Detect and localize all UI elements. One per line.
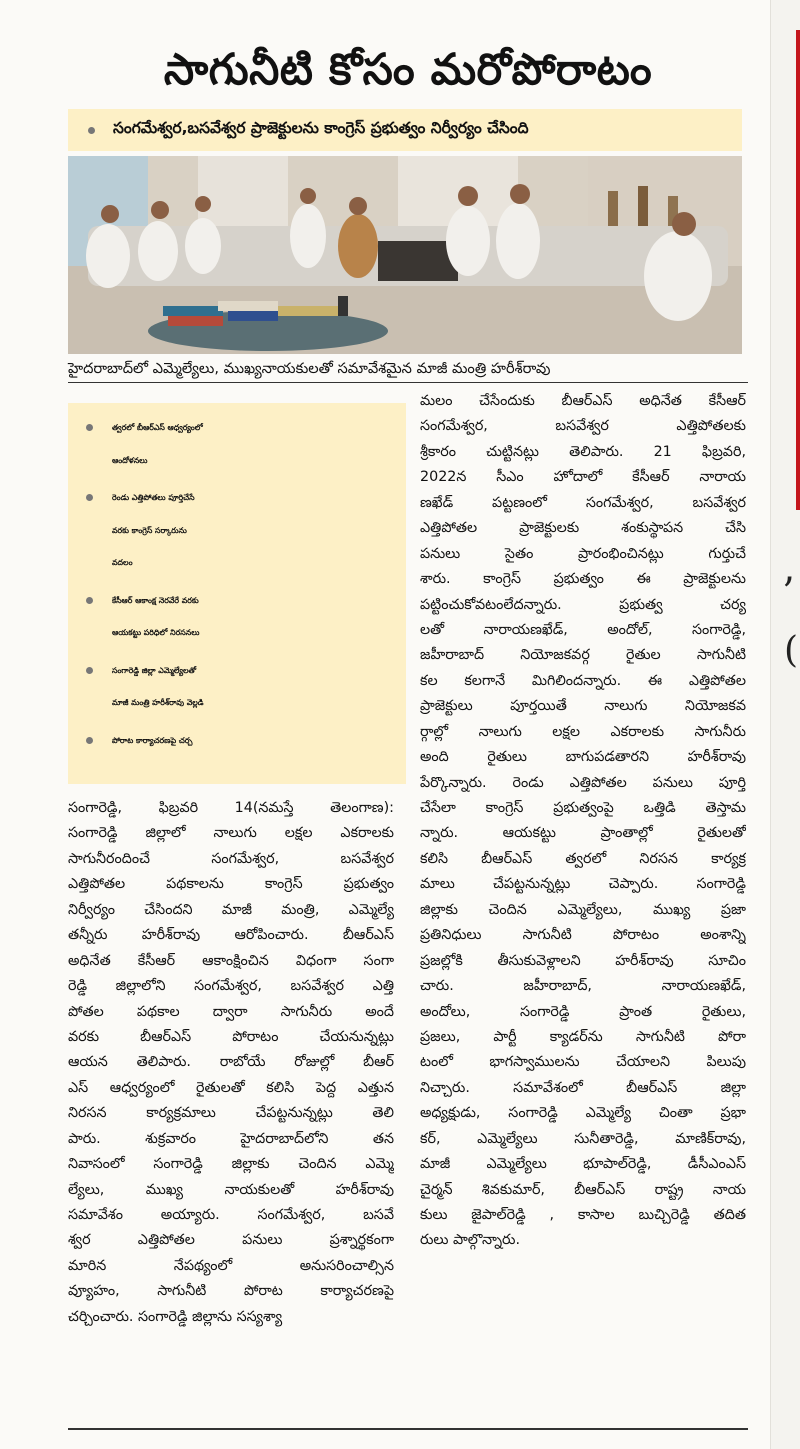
body-text-line: జిల్లాకు చెందిన ఎమ్మెల్యేలు, ముఖ్య ప్రజా (420, 901, 746, 918)
highlight-line: వరకు కాంగ్రెస్ సర్కారును (112, 525, 187, 535)
highlight-line: త్వరలో బీఆర్ఎస్ ఆధ్వర్యంలో (112, 423, 203, 432)
highlight-line: మాజీ మంత్రి హరీశ్‌రావు వెల్లడి (112, 698, 204, 707)
body-text-line: రులు పాల్గొన్నారు. (420, 1232, 521, 1249)
adjacent-text-fragment: ’ (782, 570, 795, 616)
meeting-photo-illustration (68, 156, 742, 354)
body-text-line: ణఖేడ్ పట్టణంలో సంగమేశ్వర, బసవేశ్వర (420, 494, 746, 511)
bottom-rule (68, 1428, 748, 1430)
body-text-line: మాలు చేపట్టనున్నట్లు చెప్పారు. సంగారెడ్డి (420, 876, 746, 893)
subheadline-bar (68, 109, 742, 151)
body-text-line: చారు. జహీరాబాద్, నారాయణఖేడ్, (420, 978, 746, 995)
body-text-line: సంగారెడ్డి జిల్లాలో నాలుగు లక్షల ఎకరాలకు (68, 825, 394, 842)
body-text-line: జహీరాబాద్ నియోజకవర్గ రైతుల సాగునీటి (420, 647, 746, 664)
subheadline: సంగమేశ్వర,బసవేశ్వర ప్రాజెక్టులను కాంగ్రెస్ ప్రభుత్వం నిర్వీర్యం చేసింది (113, 119, 529, 137)
highlight-line: రెండు ఎత్తిపోతలు పూర్తిచేసే (112, 493, 195, 502)
body-text-line: పోతల పథకాల ద్వారా సాగునీరు అందే (68, 1003, 394, 1020)
body-text-line: సంగారెడ్డి, ఫిబ్రవరి 14(నమస్తే తెలంగాణ): (68, 800, 394, 816)
body-text-line: శారు. కాంగ్రెస్ ప్రభుత్వం ఈ ప్రాజెక్టులను (420, 571, 746, 588)
body-text-line: ర్గాల్లో నాలుగు లక్షల ఎకరాలకు సాగునీరు (420, 723, 746, 740)
highlights-box (68, 403, 406, 784)
body-text-line: చర్చించారు. సంగారెడ్డి జిల్లాను సస్యశ్యా (68, 1308, 283, 1325)
bullet-icon (86, 667, 93, 674)
body-text-line: ల్యేలు, ముఖ్య నాయకులతో హరీశ్‌రావు (68, 1181, 394, 1198)
highlight-item (84, 585, 406, 650)
highlight-item (84, 412, 406, 477)
body-text-line: మారిన నేపథ్యంలో అనుసరించాల్సిన (68, 1257, 394, 1274)
body-text-line: ప్రజల్లోకి తీసుకువెళ్లాలని హరీశ్‌రావు సూచిం (420, 952, 746, 969)
adjacent-text-fragment: ( (784, 630, 799, 671)
body-text-line: శ్రీకారం చుట్టినట్లు తెలిపారు. 21 ఫిబ్రవరి, (420, 443, 746, 460)
body-text-line: మాజీ ఎమ్మెల్యేలు భూపాల్‌రెడ్డి, డీసీఎంఎస్ (420, 1156, 746, 1173)
body-text-line: ఆయన తెలిపారు. రాబోయే రోజుల్లో బీఆర్ (68, 1054, 394, 1071)
body-text-line: మలం చేసేందుకు బీఆర్ఎస్ అధినేత కేసీఆర్ (420, 393, 746, 409)
body-text-line: శ్వర ఎత్తిపోతల పనులు ప్రశ్నార్థకంగా (68, 1232, 394, 1249)
body-text-line: నిరసన కార్యక్రమాలు చేపట్టనున్నట్లు తెలి (68, 1105, 394, 1122)
body-text-line: అధ్యక్షుడు, సంగారెడ్డి ఎమ్మెల్యే చింతా ప్రభా (420, 1105, 746, 1122)
bullet-icon (86, 737, 93, 744)
highlight-line: ఆయకట్టు పరిధిలో నిరసనలు (112, 628, 200, 637)
body-text-line: అంది రైతులు బాగుపడతారని హరీశ్‌రావు (420, 749, 746, 766)
body-text-line: తన్నీరు హరీశ్‌రావు ఆరోపించారు. బీఆర్ఎస్ (68, 927, 394, 944)
body-text-line: ప్రజలు, పార్టీ క్యాడర్‌ను సాగునీటి పోరా (420, 1028, 746, 1045)
body-text-line: కర్, ఎమ్మెల్యేలు సునీతారెడ్డి, మాణిక్‌రావు, (420, 1130, 746, 1147)
highlight-item (84, 482, 406, 580)
body-text-line: పనులు సైతం ప్రారంభించినట్లు గుర్తుచే (420, 545, 746, 562)
body-text-line: కలిసి బీఆర్ఎస్ త్వరలో నిరసన కార్యక్ర (420, 850, 746, 867)
body-text-line: వరకు బీఆర్ఎస్ పోరాటం చేయనున్నట్లు (68, 1028, 394, 1045)
body-text-line: సాగునీరందించే సంగమేశ్వర, బసవేశ్వర (68, 850, 394, 867)
headline: సాగునీటి కోసం మరోపోరాటం (163, 45, 653, 95)
highlight-line: ఆందోళనలు (112, 455, 148, 465)
body-text-line: చేసేలా కాంగ్రెస్ ప్రభుత్వంపై ఒత్తిడి తెస్తామ (420, 800, 746, 816)
body-text-line: లతో నారాయణఖేడ్, అందోల్, సంగారెడ్డి, (420, 621, 746, 638)
highlight-item (84, 655, 406, 720)
body-text-line: పట్టించుకోవటంలేదన్నారు. ప్రభుత్వ చర్య (420, 596, 746, 613)
right-body-column (420, 389, 746, 1254)
body-text-line: వ్యూహం, సాగునీటి పోరాట కార్యాచరణపై (68, 1283, 394, 1300)
highlight-line: కేసీఆర్ ఆకాంక్ష నెరవేరే వరకు (112, 595, 199, 605)
body-text-line: ప్రతినిధులు సాగునీటి పోరాటం అంశాన్ని (420, 927, 746, 944)
photo-caption: హైదరాబాద్‌లో ఎమ్మెల్యేలు, ముఖ్యనాయకులతో సమావేశమైన మాజీ మంత్రి హరీశ్‌రావు (68, 356, 748, 383)
body-text-line: అందోలు, సంగారెడ్డి ప్రాంత రైతులు, (420, 1003, 746, 1020)
body-text-line: న్నారు. ఆయకట్టు ప్రాంతాల్లో రైతులతో (420, 825, 746, 842)
highlight-line: పోరాట కార్యాచరణపై చర్చ (112, 735, 193, 745)
bullet-icon (86, 494, 93, 501)
meeting-photo (68, 156, 742, 354)
body-text-line: కల కలగానే మిగిలిందన్నారు. ఈ ఎత్తిపోతల (420, 672, 746, 689)
bullet-icon (88, 127, 95, 134)
highlight-line: సంగారెడ్డి జిల్లా ఎమ్మెల్యేలతో (112, 665, 197, 675)
highlight-item (84, 725, 406, 758)
highlight-line: వదలం (112, 558, 133, 567)
body-text-line: ప్రాజెక్టులు పూర్తయితే నాలుగు నియోజకవ (420, 698, 746, 715)
body-text-line: నివాసంలో సంగారెడ్డి జిల్లాకు చెందిన ఎమ్మె (68, 1156, 394, 1173)
body-text-line: నిచ్చారు. సమావేశంలో బీఆర్ఎస్ జిల్లా (420, 1079, 746, 1096)
body-text-line: సంగమేశ్వర, బసవేశ్వర ఎత్తిపోతలకు (420, 418, 746, 435)
body-text-line: ఎస్ ఆధ్వర్యంలో రైతులతో కలిసి పెద్ద ఎత్తున (68, 1079, 394, 1096)
body-text-line: రెడ్డి జిల్లాలోని సంగమేశ్వర, బసవేశ్వర ఎత్తి (68, 978, 394, 995)
body-text-line: ఎత్తిపోతల పథకాలను కాంగ్రెస్ ప్రభుత్వం (68, 876, 394, 893)
left-body-column (68, 796, 394, 1330)
body-text-line: పేర్కొన్నారు. రెండు ఎత్తిపోతల పనులు పూర్తి (420, 774, 746, 791)
bullet-icon (86, 597, 93, 604)
body-text-line: సమావేశం అయ్యారు. సంగమేశ్వర, బసవే (68, 1207, 394, 1223)
body-text-line: 2022న సీఎం హోదాలో కేసీఆర్ నారాయ (420, 469, 746, 486)
body-text-line: చైర్మన్ శివకుమార్, బీఆర్ఎస్ రాష్ట్ర నాయ (420, 1181, 746, 1198)
body-text-line: కులు జైపాల్‌రెడ్డి , కాసాల బుచ్చిరెడ్డి తదిత (420, 1207, 746, 1223)
body-text-line: ఎత్తిపోతల ప్రాజెక్టులకు శంకుస్థాపన చేసి (420, 520, 746, 537)
body-text-line: పారు. శుక్రవారం హైదరాబాద్‌లోని తన (68, 1130, 394, 1147)
red-column-rule (796, 30, 800, 510)
bullet-icon (86, 424, 93, 431)
body-text-line: అధినేత కేసీఆర్ ఆకాంక్షించిన విధంగా సంగా (68, 952, 394, 969)
body-text-line: టంలో భాగస్వాములను చేయాలని పిలుపు (420, 1054, 746, 1071)
body-text-line: నిర్వీర్యం చేసిందని మాజీ మంత్రి, ఎమ్మెల్యే (68, 901, 394, 918)
